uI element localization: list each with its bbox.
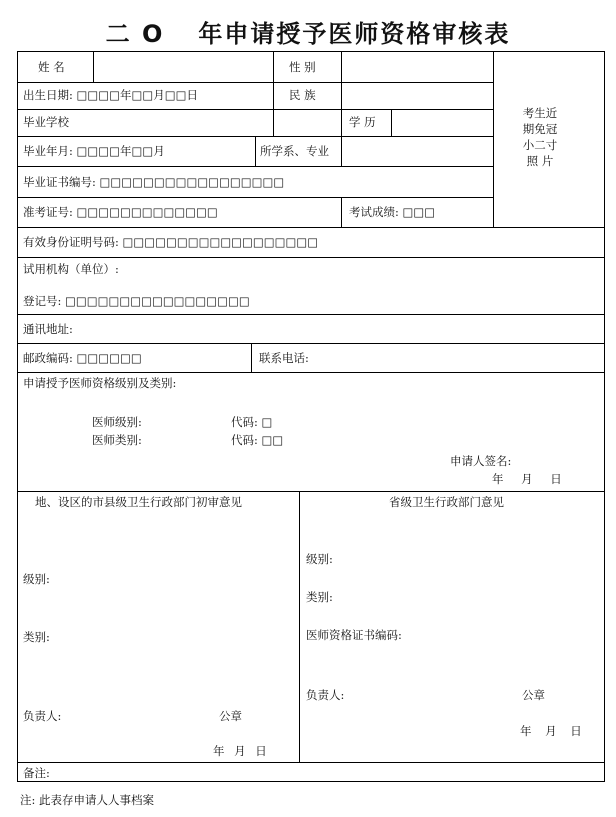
prov-head-label: 负责人:	[306, 688, 345, 702]
category-code: 代码: □□	[231, 433, 284, 447]
row-line	[18, 109, 493, 110]
row-line	[18, 343, 604, 344]
reg-number-field: 登记号: □□□□□□□□□□□□□□□□□	[23, 294, 250, 308]
col-line	[93, 52, 94, 82]
col-line	[391, 109, 392, 136]
name-label: 姓 名	[38, 60, 65, 74]
signature-label: 申请人签名:	[450, 454, 512, 468]
footnote: 注: 此表存申请人人事档案	[20, 793, 155, 807]
grad-date-field: 毕业年月: □□□□年□□月	[23, 144, 165, 158]
col-line	[273, 52, 274, 136]
city-opinion-title: 地、设区的市县级卫生行政部门初审意见	[35, 495, 242, 509]
apply-header: 申请授予医师资格级别及类别:	[23, 376, 177, 390]
city-seal-label: 公章	[219, 709, 242, 723]
exam-number-field: 准考证号: □□□□□□□□□□□□□	[23, 205, 218, 219]
prov-seal-label: 公章	[522, 688, 545, 702]
category-label: 医师类别:	[92, 433, 142, 447]
city-category-label: 类别:	[23, 630, 50, 644]
col-line	[251, 343, 252, 372]
address-label: 通讯地址:	[23, 322, 73, 336]
level-code: 代码: □	[231, 415, 273, 429]
row-line	[18, 197, 493, 198]
prov-date: 年 月 日	[520, 724, 582, 738]
row-line	[18, 227, 604, 228]
cert-number-field: 毕业证书编号: □□□□□□□□□□□□□□□□□	[23, 175, 285, 189]
row-line	[18, 491, 604, 492]
row-line	[18, 314, 604, 315]
id-number-field: 有效身份证明号码: □□□□□□□□□□□□□□□□□□	[23, 235, 319, 249]
dept-label: 所学系、专业	[260, 144, 329, 158]
row-line	[18, 372, 604, 373]
prov-cert-label: 医师资格证书编码:	[306, 628, 402, 642]
col-line	[341, 197, 342, 227]
remarks-label: 备注:	[23, 766, 50, 780]
school-label: 毕业学校	[23, 115, 69, 129]
prov-level-label: 级别:	[306, 552, 333, 566]
birth-field: 出生日期: □□□□年□□月□□日	[23, 88, 198, 102]
level-label: 医师级别:	[92, 415, 142, 429]
score-field: 考试成绩: □□□	[349, 205, 436, 219]
photo-divider	[493, 52, 494, 227]
title-right: 年申请授予医师资格审核表	[198, 20, 511, 48]
city-level-label: 级别:	[23, 572, 50, 586]
col-line	[341, 52, 342, 166]
degree-label: 学 历	[349, 115, 376, 129]
row-line	[18, 762, 604, 763]
prov-opinion-title: 省级卫生行政部门意见	[389, 495, 504, 509]
gender-label: 性 别	[289, 60, 316, 74]
col-line	[255, 136, 256, 166]
row-line	[18, 166, 493, 167]
title-left: 二 O	[105, 20, 165, 48]
opinion-divider	[299, 491, 300, 762]
prov-category-label: 类别:	[306, 590, 333, 604]
phone-label: 联系电话:	[259, 351, 309, 365]
photo-placeholder: 考生近 期免冠 小二寸 照 片	[522, 106, 558, 168]
ethnic-label: 民 族	[289, 88, 316, 102]
trial-org-label: 试用机构（单位）:	[23, 262, 119, 276]
city-date: 年 月 日	[213, 744, 267, 758]
row-line	[18, 257, 604, 258]
apply-date: 年 月 日	[492, 472, 562, 486]
postcode-field: 邮政编码: □□□□□□	[23, 351, 142, 365]
page-title	[0, 14, 616, 49]
city-head-label: 负责人:	[23, 709, 62, 723]
row-line	[18, 82, 493, 83]
